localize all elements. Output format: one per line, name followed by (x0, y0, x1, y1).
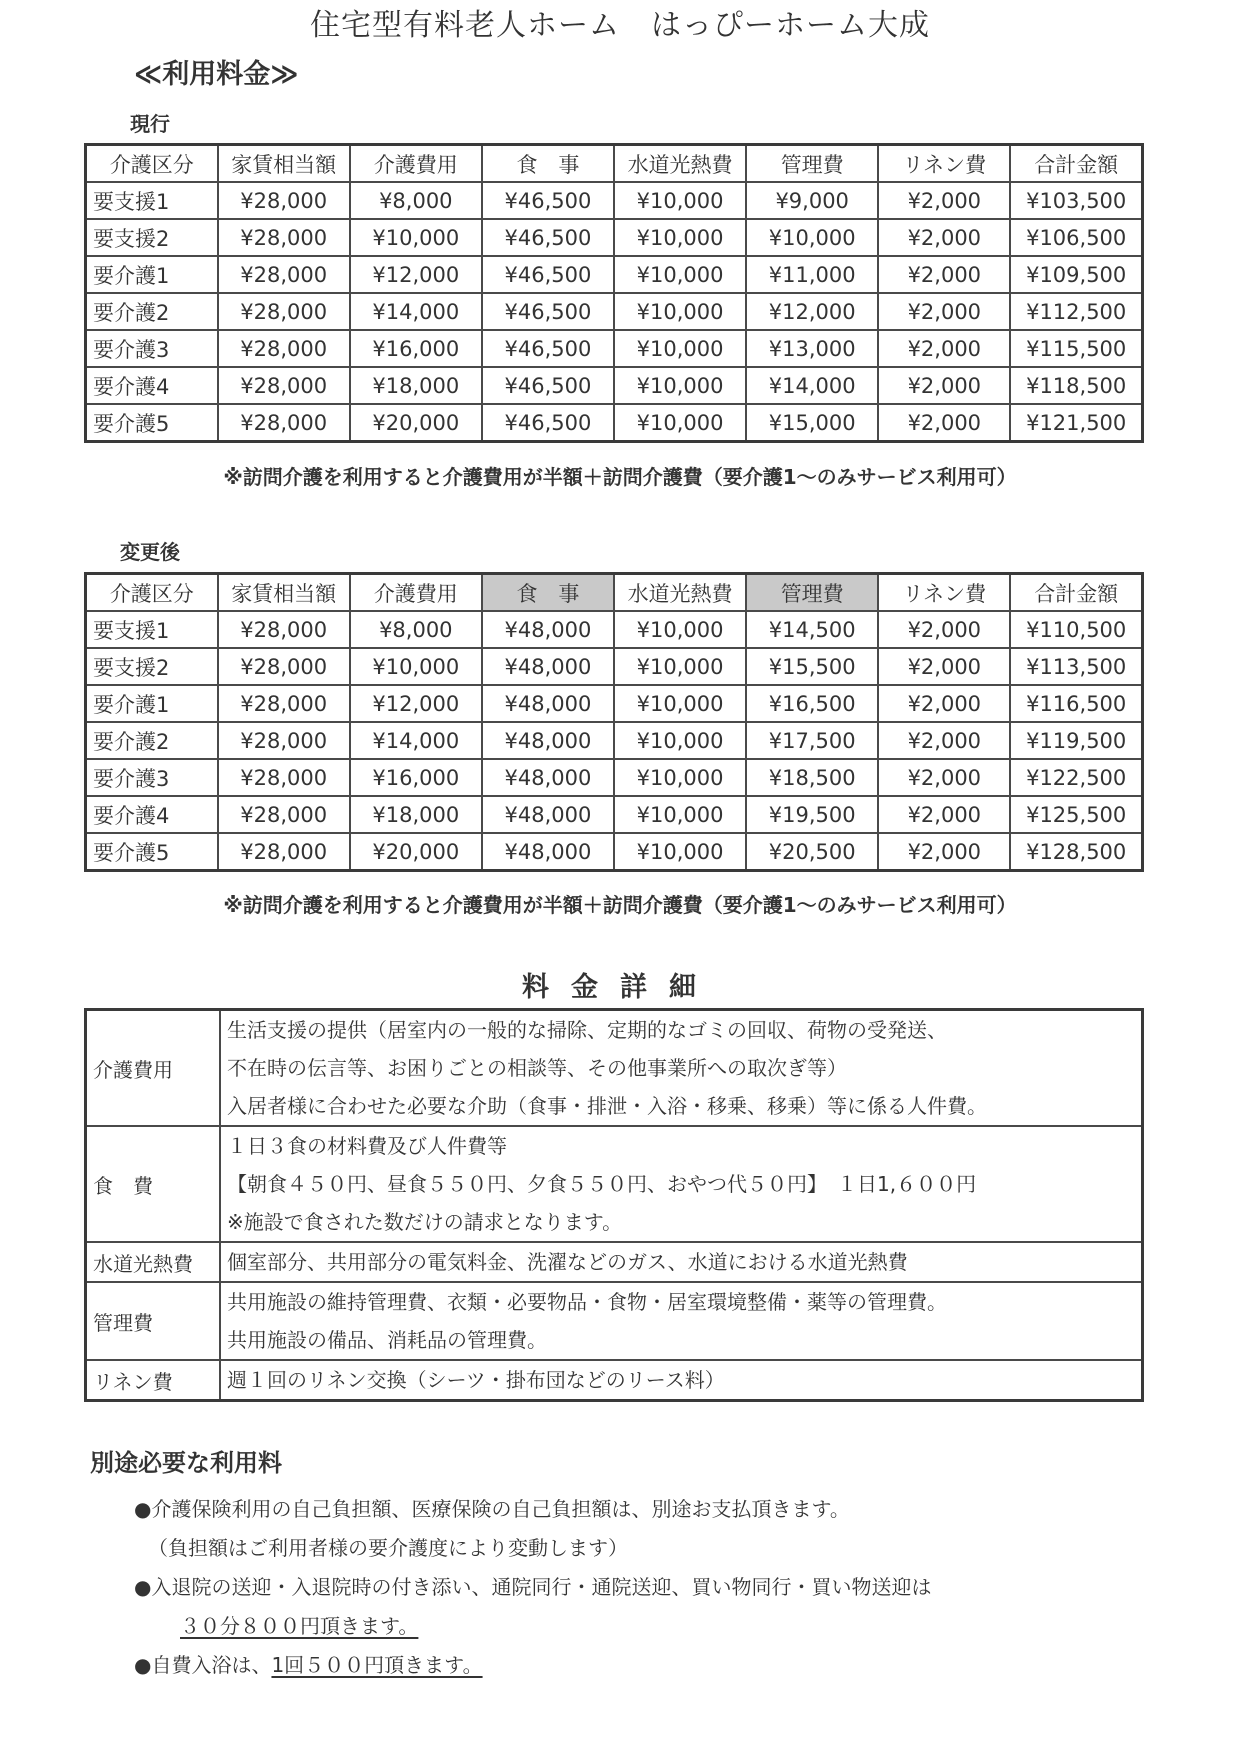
fee-cell: ¥10,000 (614, 293, 746, 330)
table-row (86, 330, 1143, 367)
detail-label: 介護費用 (86, 1010, 221, 1127)
fee-cell: ¥28,000 (218, 256, 350, 293)
extra-item-1-sub: （負担額はご利用者様の要介護度により変動します） (148, 1536, 628, 1560)
care-level-cell: 要介護4 (86, 367, 218, 404)
column-header: 家賃相当額 (218, 574, 350, 612)
fee-cell: ¥128,500 (1010, 833, 1142, 871)
fee-cell: ¥10,000 (614, 796, 746, 833)
fee-cell: ¥10,000 (614, 759, 746, 796)
fee-detail-table (84, 1008, 1144, 1402)
column-header: 家賃相当額 (218, 145, 350, 183)
fee-cell: ¥125,500 (1010, 796, 1142, 833)
fee-cell: ¥16,500 (746, 685, 878, 722)
fee-cell: ¥2,000 (878, 685, 1010, 722)
detail-line: ※施設で食された数だけの請求となります。 (227, 1210, 623, 1234)
fee-cell: ¥10,000 (614, 404, 746, 442)
care-level-cell: 要介護4 (86, 796, 218, 833)
column-header: 合計金額 (1010, 574, 1142, 612)
changed-label: 変更後 (120, 540, 180, 564)
detail-label: 水道光熱費 (86, 1242, 221, 1282)
fee-cell: ¥2,000 (878, 293, 1010, 330)
detail-line: 生活支援の提供（居室内の一般的な掃除、定期的なゴミの回収、荷物の受発送、 (227, 1018, 947, 1042)
detail-line: 週１回のリネン交換（シーツ・掛布団などのリース料） (227, 1368, 725, 1392)
fee-cell: ¥10,000 (614, 833, 746, 871)
column-header: 介護費用 (350, 145, 482, 183)
table-row (86, 759, 1143, 796)
column-header: 介護費用 (350, 574, 482, 612)
fee-cell: ¥2,000 (878, 182, 1010, 219)
fee-cell: ¥9,000 (746, 182, 878, 219)
column-header: 食 事 (482, 574, 614, 612)
extra-item-2: ●入退院の送迎・入退院時の付き添い、通院同行・通院送迎、買い物同行・買い物送迎は (134, 1575, 932, 1599)
detail-line: 個室部分、共用部分の電気料金、洗濯などのガス、水道における水道光熱費 (227, 1250, 908, 1274)
fee-cell: ¥10,000 (350, 219, 482, 256)
fee-cell: ¥8,000 (350, 182, 482, 219)
fee-cell: ¥16,000 (350, 759, 482, 796)
detail-row (86, 1242, 1143, 1282)
fee-cell: ¥10,000 (614, 611, 746, 648)
detail-text (220, 1360, 1143, 1401)
fee-cell: ¥10,000 (614, 330, 746, 367)
fee-cell: ¥28,000 (218, 219, 350, 256)
fee-cell: ¥14,500 (746, 611, 878, 648)
fee-cell: ¥12,000 (746, 293, 878, 330)
table-row (86, 685, 1143, 722)
fee-cell: ¥10,000 (614, 685, 746, 722)
care-level-cell: 要介護1 (86, 256, 218, 293)
fee-cell: ¥12,000 (350, 685, 482, 722)
fee-cell: ¥28,000 (218, 367, 350, 404)
fee-cell: ¥46,500 (482, 182, 614, 219)
extra-item-3-prefix: ●自費入浴は、 (134, 1653, 272, 1677)
fee-cell: ¥116,500 (1010, 685, 1142, 722)
fee-cell: ¥10,000 (614, 256, 746, 293)
care-level-cell: 要介護1 (86, 685, 218, 722)
column-header: リネン費 (878, 574, 1010, 612)
fee-cell: ¥103,500 (1010, 182, 1142, 219)
fee-cell: ¥2,000 (878, 330, 1010, 367)
fee-table-changed (84, 572, 1144, 872)
detail-text (220, 1126, 1143, 1242)
fee-cell: ¥10,000 (350, 648, 482, 685)
care-level-cell: 要介護2 (86, 722, 218, 759)
fee-cell: ¥10,000 (614, 367, 746, 404)
fee-cell: ¥48,000 (482, 833, 614, 871)
fee-cell: ¥122,500 (1010, 759, 1142, 796)
column-header: 介護区分 (86, 145, 218, 183)
table-header-row (86, 574, 1143, 612)
fee-cell: ¥28,000 (218, 404, 350, 442)
fee-cell: ¥46,500 (482, 367, 614, 404)
fee-cell: ¥2,000 (878, 833, 1010, 871)
extra-title: 別途必要な利用料 (90, 1449, 282, 1477)
fee-cell: ¥28,000 (218, 722, 350, 759)
detail-line: 共用施設の維持管理費、衣類・必要物品・食物・居室環境整備・薬等の管理費。 (227, 1290, 947, 1314)
detail-label: リネン費 (86, 1360, 221, 1401)
fee-cell: ¥12,000 (350, 256, 482, 293)
extra-item-3-underlined: 1回５００円頂きます。 (271, 1653, 483, 1677)
care-level-cell: 要支援1 (86, 182, 218, 219)
care-level-cell: 要介護5 (86, 404, 218, 442)
fee-cell: ¥14,000 (350, 722, 482, 759)
detail-line: １日３食の材料費及び人件費等 (227, 1134, 507, 1158)
fee-cell: ¥110,500 (1010, 611, 1142, 648)
fee-cell: ¥8,000 (350, 611, 482, 648)
fee-cell: ¥19,500 (746, 796, 878, 833)
fee-cell: ¥46,500 (482, 256, 614, 293)
fee-cell: ¥15,500 (746, 648, 878, 685)
note-changed: ※訪問介護を利用すると介護費用が半額＋訪問介護費（要介護1～のみサービス利用可） (223, 893, 1017, 917)
fee-cell: ¥48,000 (482, 796, 614, 833)
fee-cell: ¥48,000 (482, 685, 614, 722)
column-header: 合計金額 (1010, 145, 1142, 183)
fee-cell: ¥28,000 (218, 759, 350, 796)
table-row (86, 367, 1143, 404)
table-row (86, 611, 1143, 648)
care-level-cell: 要支援1 (86, 611, 218, 648)
fee-cell: ¥17,500 (746, 722, 878, 759)
fee-table-current (84, 143, 1144, 443)
table-row (86, 182, 1143, 219)
table-row (86, 833, 1143, 871)
care-level-cell: 要介護2 (86, 293, 218, 330)
fee-cell: ¥14,000 (350, 293, 482, 330)
column-header: 介護区分 (86, 574, 218, 612)
column-header: 管理費 (746, 145, 878, 183)
fee-cell: ¥18,000 (350, 367, 482, 404)
detail-text (220, 1010, 1143, 1127)
fee-cell: ¥106,500 (1010, 219, 1142, 256)
care-level-cell: 要支援2 (86, 648, 218, 685)
column-header: リネン費 (878, 145, 1010, 183)
table-row (86, 293, 1143, 330)
detail-line: 共用施設の備品、消耗品の管理費。 (227, 1328, 547, 1352)
column-header: 水道光熱費 (614, 574, 746, 612)
fee-cell: ¥13,000 (746, 330, 878, 367)
detail-text (220, 1282, 1143, 1360)
detail-text (220, 1242, 1143, 1282)
care-level-cell: 要介護3 (86, 759, 218, 796)
fee-cell: ¥28,000 (218, 182, 350, 219)
fee-cell: ¥2,000 (878, 404, 1010, 442)
fee-cell: ¥20,000 (350, 404, 482, 442)
fee-cell: ¥46,500 (482, 330, 614, 367)
fee-cell: ¥10,000 (614, 722, 746, 759)
fee-cell: ¥16,000 (350, 330, 482, 367)
fee-cell: ¥28,000 (218, 685, 350, 722)
fee-cell: ¥10,000 (614, 219, 746, 256)
fee-cell: ¥48,000 (482, 611, 614, 648)
column-header: 管理費 (746, 574, 878, 612)
fee-cell: ¥28,000 (218, 293, 350, 330)
care-level-cell: 要介護3 (86, 330, 218, 367)
extra-item-1: ●介護保険利用の自己負担額、医療保険の自己負担額は、別途お支払頂きます。 (134, 1497, 850, 1521)
fee-cell: ¥28,000 (218, 796, 350, 833)
fee-cell: ¥119,500 (1010, 722, 1142, 759)
fee-cell: ¥2,000 (878, 219, 1010, 256)
fee-cell: ¥121,500 (1010, 404, 1142, 442)
fee-cell: ¥14,000 (746, 367, 878, 404)
fee-cell: ¥15,000 (746, 404, 878, 442)
fee-cell: ¥2,000 (878, 611, 1010, 648)
table-row (86, 722, 1143, 759)
detail-title: 料金詳細 (522, 972, 718, 1003)
fee-cell: ¥18,000 (350, 796, 482, 833)
detail-line: 【朝食４５０円、昼食５５０円、夕食５５０円、おやつ代５０円】 １日1,６００円 (227, 1172, 977, 1196)
fee-cell: ¥2,000 (878, 256, 1010, 293)
detail-line: 入居者様に合わせた必要な介助（食事・排泄・入浴・移乗、移乗）等に係る人件費。 (227, 1094, 987, 1118)
table-row (86, 256, 1143, 293)
fee-cell: ¥28,000 (218, 611, 350, 648)
detail-label: 管理費 (86, 1282, 221, 1360)
detail-row (86, 1282, 1143, 1360)
column-header: 食 事 (482, 145, 614, 183)
fee-cell: ¥2,000 (878, 796, 1010, 833)
fee-cell: ¥118,500 (1010, 367, 1142, 404)
table-header-row (86, 145, 1143, 183)
care-level-cell: 要介護5 (86, 833, 218, 871)
detail-row (86, 1010, 1143, 1127)
fee-cell: ¥115,500 (1010, 330, 1142, 367)
fee-cell: ¥2,000 (878, 759, 1010, 796)
fee-cell: ¥46,500 (482, 219, 614, 256)
fee-cell: ¥48,000 (482, 722, 614, 759)
fee-cell: ¥109,500 (1010, 256, 1142, 293)
fee-cell: ¥2,000 (878, 722, 1010, 759)
extra-item-2-sub: ３０分８００円頂きます。 (180, 1614, 419, 1638)
fee-cell: ¥113,500 (1010, 648, 1142, 685)
fee-cell: ¥20,000 (350, 833, 482, 871)
table-row (86, 796, 1143, 833)
table-row (86, 404, 1143, 442)
note-current: ※訪問介護を利用すると介護費用が半額＋訪問介護費（要介護1～のみサービス利用可） (223, 465, 1017, 489)
fee-cell: ¥10,000 (614, 182, 746, 219)
detail-line: 不在時の伝言等、お困りごとの相談等、その他事業所への取次ぎ等） (227, 1056, 847, 1080)
fee-cell: ¥46,500 (482, 404, 614, 442)
fee-cell: ¥28,000 (218, 330, 350, 367)
fee-cell: ¥2,000 (878, 367, 1010, 404)
fee-cell: ¥28,000 (218, 648, 350, 685)
table-row (86, 648, 1143, 685)
care-level-cell: 要支援2 (86, 219, 218, 256)
fee-cell: ¥11,000 (746, 256, 878, 293)
fee-cell: ¥20,500 (746, 833, 878, 871)
fee-cell: ¥10,000 (746, 219, 878, 256)
fee-cell: ¥28,000 (218, 833, 350, 871)
fee-cell: ¥48,000 (482, 759, 614, 796)
section-label: ≪利用料金≫ (134, 59, 299, 90)
fee-cell: ¥112,500 (1010, 293, 1142, 330)
extra-item-3 (134, 1649, 483, 1678)
detail-row (86, 1360, 1143, 1401)
table-row (86, 219, 1143, 256)
detail-label: 食 費 (86, 1126, 221, 1242)
fee-cell: ¥46,500 (482, 293, 614, 330)
fee-cell: ¥10,000 (614, 648, 746, 685)
column-header: 水道光熱費 (614, 145, 746, 183)
fee-cell: ¥2,000 (878, 648, 1010, 685)
fee-cell: ¥48,000 (482, 648, 614, 685)
fee-cell: ¥18,500 (746, 759, 878, 796)
document-title: 住宅型有料老人ホーム はっぴーホーム大成 (310, 8, 930, 43)
current-label: 現行 (130, 112, 170, 136)
detail-row (86, 1126, 1143, 1242)
